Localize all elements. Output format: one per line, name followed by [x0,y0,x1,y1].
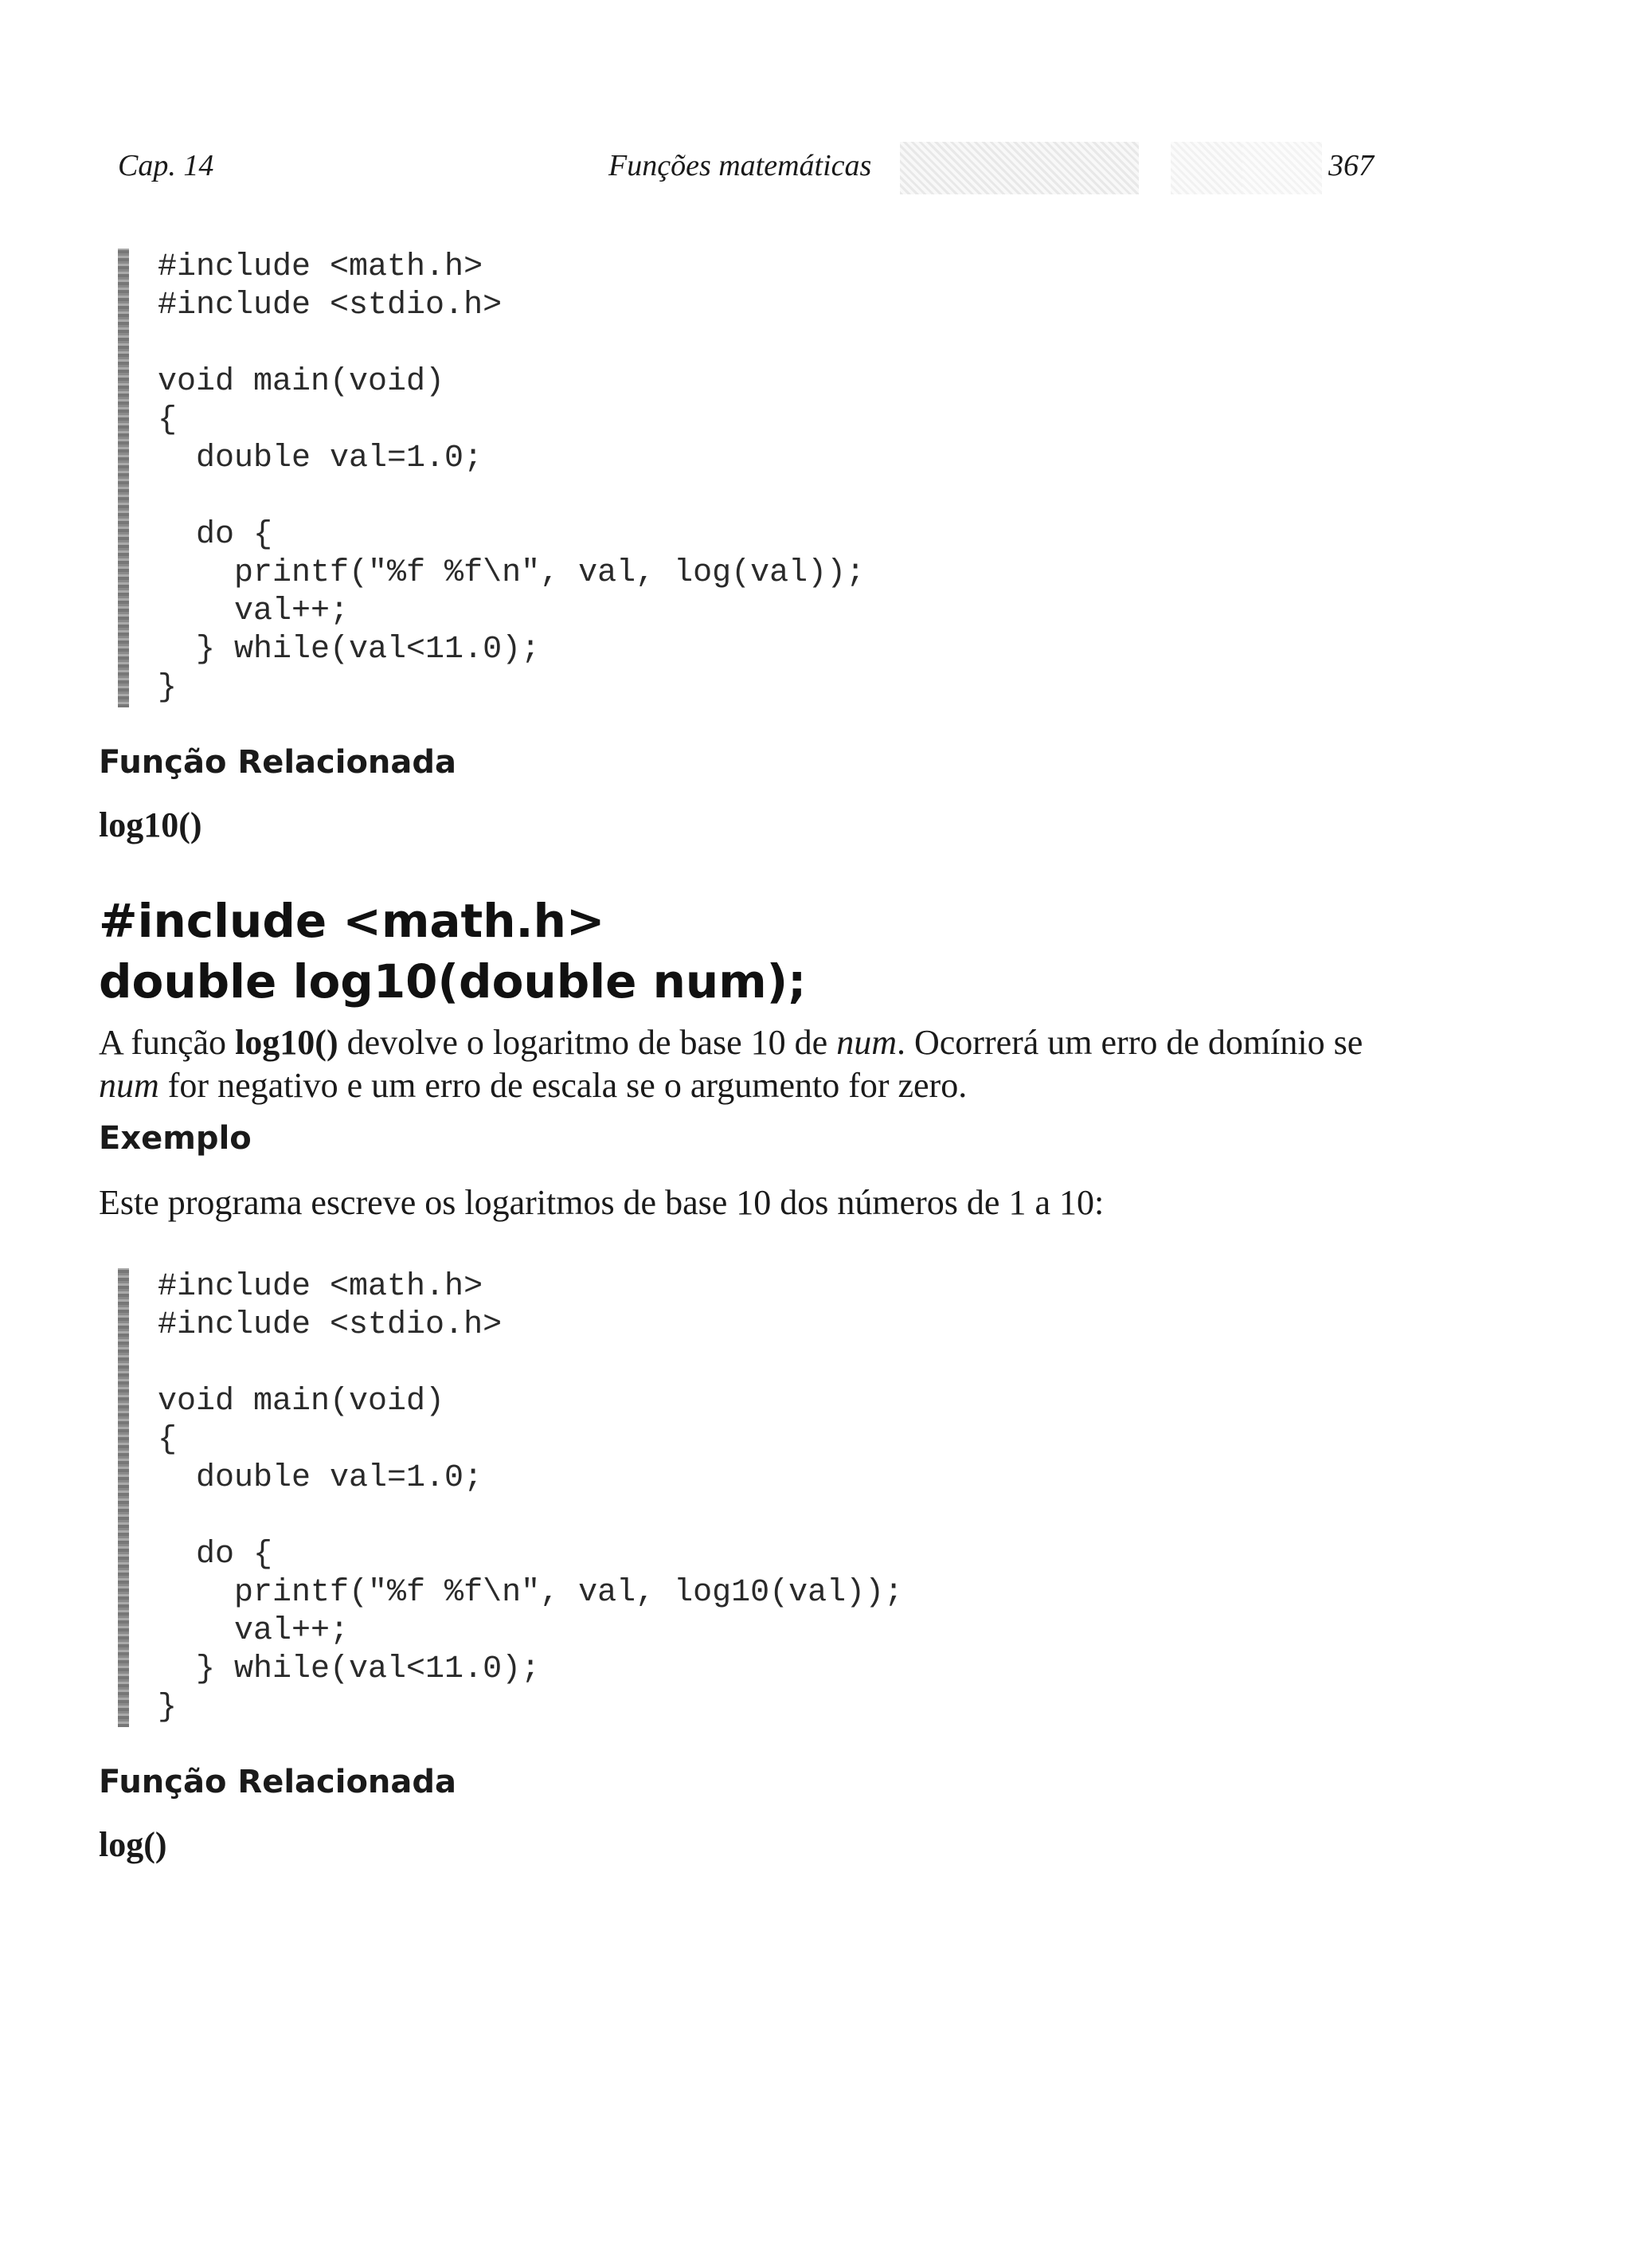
desc-text: for negativo e um erro de escala se o argumento for zero. [158,1066,968,1105]
desc-param: num [836,1023,897,1062]
related-function-name: log10() [99,805,202,844]
code-line: val++; [158,1613,350,1649]
code-margin-bar [118,249,129,707]
page-number: 367 [1328,149,1374,182]
related-function-name: log() [99,1825,167,1864]
code-line: #include <math.h> [158,249,483,285]
code-line: printf("%f %f\n", val, log10(val)); [158,1575,904,1611]
code-listing [158,249,865,707]
code-line: double val=1.0; [158,1460,483,1496]
scan-speckle [900,142,1139,194]
code-line: #include <stdio.h> [158,1307,503,1343]
desc-function-name: log10() [235,1023,338,1062]
function-description [99,1021,1421,1107]
code-line: #include <math.h> [158,1269,483,1305]
desc-text: devolve o logaritmo de base 10 de [338,1023,837,1062]
prototype-include: #include <math.h> [99,894,605,948]
code-line: printf("%f %f\n", val, log(val)); [158,555,866,591]
function-prototype [99,891,806,1012]
example-text: Este programa escreve os logaritmos de base 10 dos números de 1 a 10: [99,1183,1105,1222]
scan-speckle [1171,142,1242,194]
code-line: } [158,1690,178,1725]
code-block-2 [118,1268,1074,1727]
code-line: val++; [158,593,350,629]
code-margin-bar [118,1268,129,1727]
code-block-1 [118,249,1074,707]
chapter-label: Cap. 14 [118,149,214,182]
code-line: #include <stdio.h> [158,288,503,323]
example-heading: Exemplo [99,1120,252,1157]
code-line: do { [158,517,273,553]
prototype-signature: double log10(double num); [99,954,807,1009]
code-listing [158,1268,903,1727]
code-line: { [158,1422,178,1458]
scan-speckle [1242,142,1322,194]
code-line: } while(val<11.0); [158,632,541,668]
page-header [0,148,1631,196]
related-function-heading: Função Relacionada [99,744,457,781]
code-line: void main(void) [158,364,445,400]
desc-text: . Ocorrerá um erro de domínio se [896,1023,1363,1062]
code-line: void main(void) [158,1384,445,1420]
code-line: do { [158,1537,273,1573]
code-line: } [158,670,178,706]
code-line: { [158,402,178,438]
desc-text: A função [99,1023,236,1062]
related-function-heading: Função Relacionada [99,1764,457,1800]
section-title-header: Funções matemáticas [608,149,872,182]
desc-param: num [99,1066,159,1105]
code-line: double val=1.0; [158,441,483,476]
code-line: } while(val<11.0); [158,1651,541,1687]
